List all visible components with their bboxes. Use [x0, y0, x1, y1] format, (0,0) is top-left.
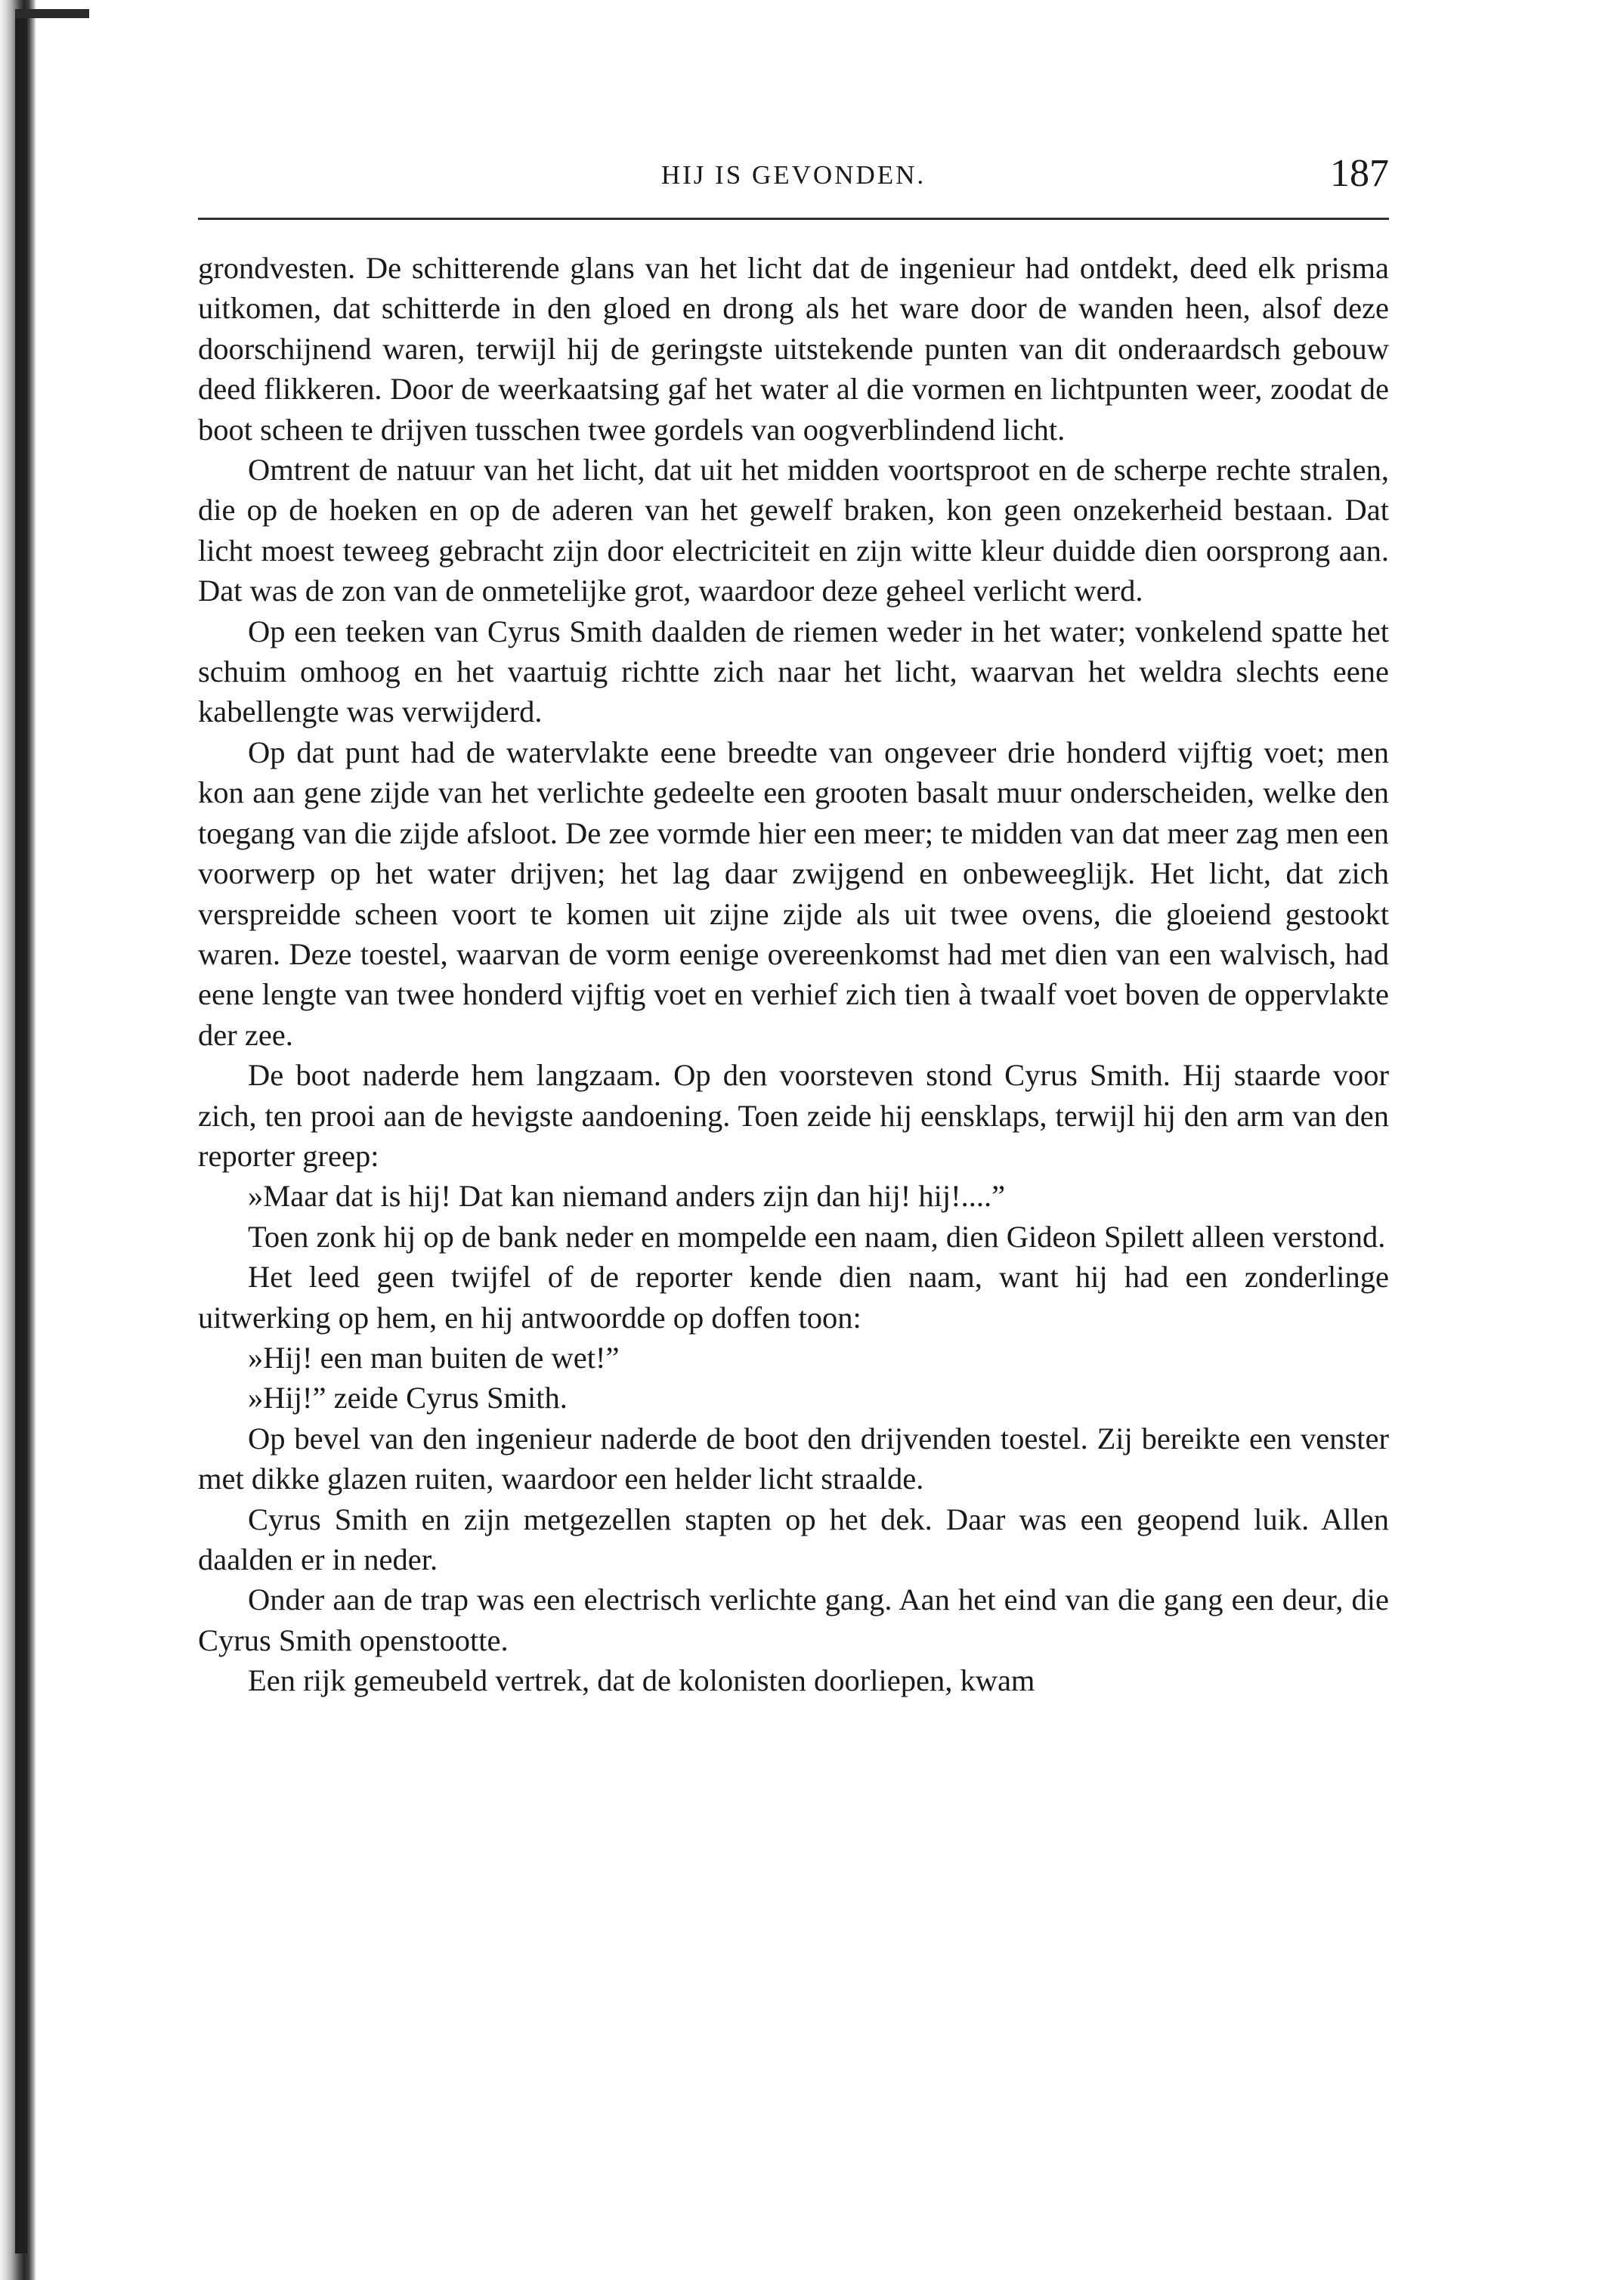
running-title: HIJ IS GEVONDEN.: [660, 160, 926, 190]
paragraph: Toen zonk hij op de bank neder en mompelde een naam, dien Gideon Spilett alleen verstond.: [248, 1219, 1386, 1254]
paragraph: Het leed geen twijfel of de reporter kende dien naam, want hij had een zonderlinge uitwerking op hem, en hij antwoordde op doffen toon:: [198, 1260, 1389, 1335]
dialogue-line: »Maar dat is hij! Dat kan niemand anders zijn dan hij! hij!....”: [248, 1179, 1006, 1214]
paragraph: Op een teeken van Cyrus Smith daalden de riemen weder in het water; vonkelend spatte het schuim omhoog en het vaartuig richtte zich naar het licht, waarvan het weldra slechts eene kabellengte was verwijderd.: [198, 614, 1389, 729]
binding-top-mark: [15, 9, 89, 18]
paragraph: Op bevel van den ingenieur naderde de boot den drijvenden toestel. Zij bereikte een venster met dikke glazen ruiten, waardoor een helder licht straalde.: [198, 1421, 1389, 1496]
page-number: 187: [1330, 152, 1389, 195]
paragraph: Cyrus Smith en zijn metgezellen stapten op het dek. Daar was een geopend luik. Allen daalden er in neder.: [198, 1502, 1389, 1576]
paragraph: Op dat punt had de watervlakte eene breedte van ongeveer drie honderd vijftig voet; men kon aan gene zijde van het verlichte gedeelte een grooten basalt muur onderscheiden, welke den toegang van die zijde afsloot. De zee vormde hier een meer; te midden van dat meer zag men een voorwerp op het water drijven; het lag daar zwijgend en onbeweeglijk. Het licht, dat zich verspreidde scheen voort te komen uit zijne zijde als uit twee ovens, die gloeiend gestookt waren. Deze toestel, waarvan de vorm eenige overeenkomst had met dien van een walvisch, had eene lengte van twee honderd vijftig voet en verhief zich tien à twaalf voet boven de oppervlakte der zee.: [198, 735, 1389, 1052]
page-header: [198, 151, 1389, 206]
body-text: [198, 248, 1389, 1701]
paragraph: Een rijk gemeubeld vertrek, dat de kolonisten doorliepen, kwam: [248, 1663, 1035, 1698]
binding-shadow: [15, 17, 27, 2254]
paragraph: Omtrent de natuur van het licht, dat uit het midden voortsproot en de scherpe rechte stralen, die op de hoeken en op de aderen van het gewelf braken, kon geen onzekerheid bestaan. Dat licht moest teweeg gebracht zijn door electriciteit en zijn witte kleur duidde dien oorsprong aan. Dat was de zon van de onmetelijke grot, waardoor deze geheel verlicht werd.: [198, 453, 1389, 608]
paragraph: De boot naderde hem langzaam. Op den voorsteven stond Cyrus Smith. Hij staarde voor zich, ten prooi aan de hevigste aandoening. Toen zeide hij eensklaps, terwijl hij den arm van den reporter greep:: [198, 1058, 1389, 1173]
paragraph: grondvesten. De schitterende glans van het licht dat de ingenieur had ontdekt, deed elk prisma uitkomen, dat schitterde in den gloed en drong als het ware door de wanden heen, alsof deze doorschijnend waren, terwijl hij de geringste uitstekende punten van dit onderaardsch gebouw deed flikkeren. Door de weerkaatsing gaf het water al die vormen en lichtpunten weer, zoodat de boot scheen te drijven tusschen twee gordels van oogverblindend licht.: [198, 251, 1389, 447]
paragraph: Onder aan de trap was een electrisch verlichte gang. Aan het eind van die gang een deur, die Cyrus Smith openstootte.: [198, 1582, 1389, 1657]
dialogue-line: »Hij! een man buiten de wet!”: [248, 1340, 620, 1375]
dialogue-line: »Hij!” zeide Cyrus Smith.: [248, 1381, 568, 1415]
header-rule: [198, 218, 1389, 220]
